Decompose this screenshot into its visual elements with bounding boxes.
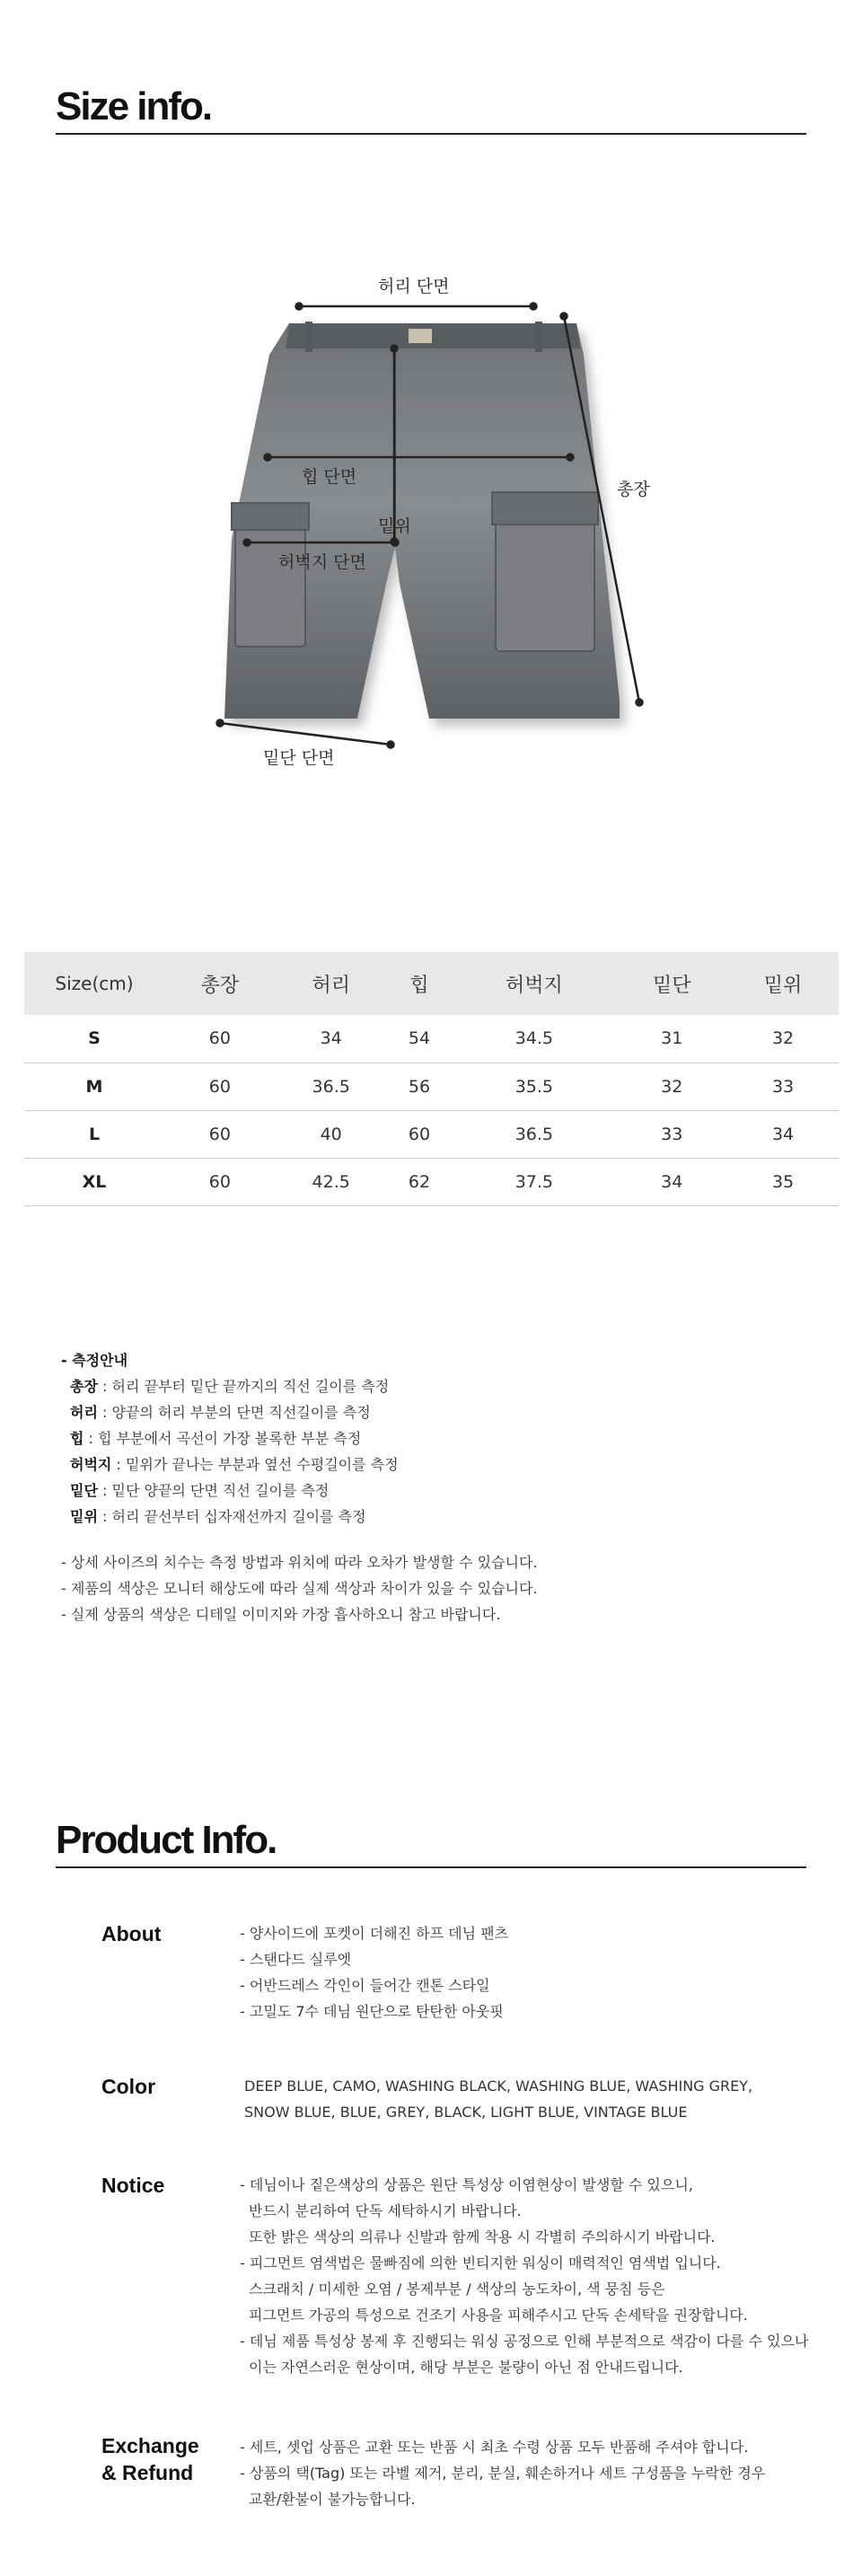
- color-label: Color: [101, 2075, 156, 2098]
- list-item: - 스탠다드 실루엣: [240, 1951, 352, 1968]
- table-cell: 60: [208, 1076, 231, 1097]
- list-item: 교환/환불이 불가능합니다.: [249, 2491, 416, 2508]
- list-item: - 피그먼트 염색법은 물빠짐에 의한 빈티지한 워싱이 매력적인 염색법 입니다.: [240, 2254, 721, 2272]
- notice-list: [240, 2172, 808, 2380]
- exchange-refund-label: Exchange & Refund: [101, 2434, 199, 2484]
- denim-shorts-image: [224, 322, 620, 719]
- product-info-divider: [56, 1866, 806, 1868]
- size-info-title: Size info.: [56, 84, 212, 128]
- table-cell: 37.5: [515, 1171, 554, 1192]
- table-cell: 35.5: [515, 1076, 554, 1097]
- list-item: - 양사이드에 포켓이 더해진 하프 데님 팬츠: [240, 1925, 509, 1942]
- guide-item: 힙 : 힙 부분에서 곡선이 가장 볼록한 부분 측정: [70, 1430, 362, 1447]
- table-cell: L: [88, 1124, 101, 1144]
- guide-item: 허리 : 양끝의 허리 부분의 단면 직선길이를 측정: [70, 1404, 371, 1421]
- header-waist: 허리: [312, 974, 350, 997]
- size-info-divider: [56, 133, 806, 135]
- list-item: 반드시 분리하여 단독 세탁하시기 바랍니다.: [249, 2202, 522, 2219]
- list-item: - 세트, 셋업 상품은 교환 또는 반품 시 최초 수령 상품 모두 반품해 주셔야 합니다.: [240, 2439, 749, 2456]
- table-cell: M: [85, 1076, 103, 1097]
- list-item: - 상품의 택(Tag) 또는 라벨 제거, 분리, 분실, 훼손하거나 세트 구성품을 누락한 경우: [240, 2465, 766, 2482]
- table-cell: 33: [661, 1124, 683, 1144]
- size-table-header-row: [24, 952, 839, 1015]
- label-length: 총장: [617, 480, 650, 499]
- about-list: [240, 1920, 508, 2025]
- header-rise: 밑위: [763, 974, 803, 997]
- table-cell: 60: [208, 1028, 231, 1049]
- table-cell: 60: [408, 1124, 431, 1144]
- table-row: [24, 1015, 839, 1063]
- guide-item: 허벅지 : 밑위가 끝나는 부분과 옆선 수평길이를 측정: [70, 1456, 399, 1473]
- table-cell: 34: [661, 1171, 683, 1192]
- list-item: - 데님 제품 특성상 봉제 후 진행되는 워싱 공정으로 인해 부분적으로 색감이 다를 수 있으나: [240, 2333, 809, 2350]
- table-cell: S: [88, 1028, 101, 1049]
- table-cell: 36.5: [312, 1076, 350, 1097]
- table-cell: 56: [408, 1076, 431, 1097]
- header-length: 총장: [200, 974, 240, 997]
- table-cell: 42.5: [312, 1171, 350, 1192]
- table-cell: 36.5: [515, 1124, 554, 1144]
- table-cell: 34.5: [515, 1028, 554, 1049]
- table-cell: 31: [661, 1028, 683, 1049]
- guide-item: 밑단 : 밑단 양끝의 단면 직선 길이를 측정: [70, 1482, 330, 1499]
- table-cell: 62: [408, 1171, 431, 1192]
- guide-item: 밑위 : 허리 끝선부터 십자재선까지 길이를 측정: [70, 1508, 366, 1525]
- header-hem: 밑단: [652, 974, 691, 997]
- table-cell: 34: [320, 1028, 342, 1049]
- list-item: - 어반드레스 각인이 들어간 캔톤 스타일: [240, 1977, 490, 1994]
- table-cell: 35: [771, 1171, 795, 1192]
- shorts-measurement-diagram: [0, 269, 862, 808]
- size-table: [24, 952, 839, 1206]
- label-hem: 밑단 단면: [263, 748, 335, 768]
- header-size: Size(cm): [55, 973, 134, 994]
- list-item: - 데님이나 짙은색상의 상품은 원단 특성상 이염현상이 발생할 수 있으니,: [240, 2176, 693, 2193]
- table-row: [24, 1158, 839, 1205]
- list-item: SNOW BLUE, BLUE, GREY, BLACK, LIGHT BLUE, VINTAGE BLUE: [244, 2104, 688, 2121]
- list-item: 스크래치 / 미세한 오염 / 봉제부분 / 색상의 농도차이, 색 뭉침 등은: [249, 2280, 665, 2298]
- table-cell: 40: [320, 1124, 342, 1144]
- measure-guide: [61, 1347, 538, 1628]
- list-item: DEEP BLUE, CAMO, WASHING BLACK, WASHING BLUE, WASHING GREY,: [244, 2078, 753, 2095]
- table-cell: 60: [208, 1171, 231, 1192]
- product-info-title: Product Info.: [56, 1818, 277, 1862]
- label-waist: 허리 단면: [378, 277, 450, 296]
- header-thigh: 허벅지: [505, 974, 563, 997]
- measure-guide-heading: - 측정안내: [61, 1352, 128, 1369]
- table-row: [24, 1110, 839, 1158]
- table-cell: 54: [408, 1028, 431, 1049]
- guide-item: 총장 : 허리 끝부터 밑단 끝까지의 직선 길이를 측정: [70, 1378, 390, 1395]
- exchange-refund-list: [240, 2434, 765, 2512]
- disclaimer-line: - 제품의 색상은 모니터 해상도에 따라 실제 색상과 차이가 있을 수 있습니다.: [61, 1580, 538, 1597]
- table-cell: 32: [661, 1076, 683, 1097]
- table-cell: 32: [771, 1028, 795, 1049]
- table-cell: 33: [771, 1076, 795, 1097]
- table-cell: 60: [208, 1124, 231, 1144]
- label-hip: 힙 단면: [302, 467, 357, 487]
- disclaimer-line: - 상세 사이즈의 치수는 측정 방법과 위치에 따라 오차가 발생할 수 있습니다.: [61, 1554, 538, 1571]
- table-cell: 34: [771, 1124, 795, 1144]
- about-label: About: [101, 1922, 162, 1945]
- list-item: 또한 밝은 색상의 의류나 신발과 함께 착용 시 각별히 주의하시기 바랍니다.: [249, 2228, 716, 2245]
- table-cell: XL: [82, 1171, 107, 1192]
- list-item: - 고밀도 7수 데님 원단으로 탄탄한 아웃핏: [240, 2003, 504, 2020]
- label-rise: 밑위: [378, 516, 411, 536]
- table-row: [24, 1063, 839, 1110]
- list-item: 피그먼트 가공의 특성으로 건조기 사용을 피해주시고 단독 손세탁을 권장합니다.: [249, 2307, 748, 2324]
- label-thigh: 허벅지 단면: [278, 552, 366, 572]
- header-hip: 힙: [409, 974, 429, 997]
- list-item: 이는 자연스러운 현상이며, 해당 부분은 불량이 아닌 점 안내드립니다.: [249, 2359, 683, 2376]
- notice-label: Notice: [101, 2174, 165, 2197]
- color-list: [244, 2073, 752, 2125]
- disclaimer-line: - 실제 상품의 색상은 디테일 이미지와 가장 흡사하오니 참고 바랍니다.: [61, 1606, 501, 1623]
